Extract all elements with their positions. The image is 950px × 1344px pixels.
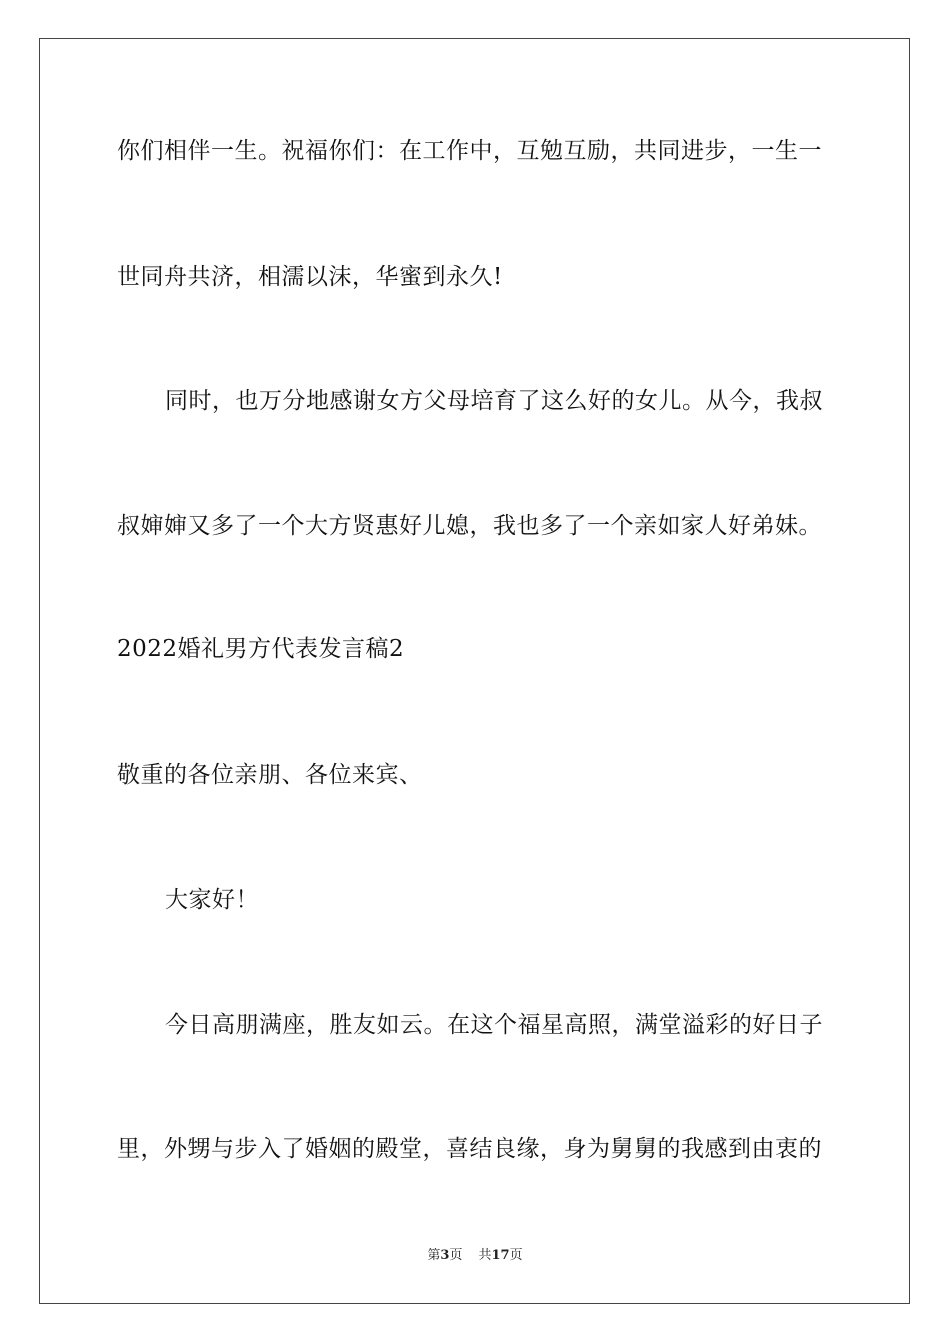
body-line-5: 今日高朋满座，胜友如云。在这个福星高照，满堂溢彩的好日子 [165, 1012, 823, 1038]
body-line-1: 你们相伴一生。祝福你们：在工作中，互勉互励，共同进步，一生一 [117, 138, 822, 164]
section-heading: 2022婚礼男方代表发言稿2 [117, 636, 405, 662]
footer-page-suffix: 页 [449, 1248, 463, 1263]
footer-page-number: 3 [440, 1248, 450, 1263]
body-line-4: 叔婶婶又多了一个大方贤惠好儿媳，我也多了一个亲如家人好弟妹。 [117, 513, 822, 539]
salutation: 敬重的各位亲朋、各位来宾、 [117, 762, 423, 788]
body-line-2: 世同舟共济，相濡以沫，华蜜到永久! [117, 264, 503, 290]
body-line-3: 同时，也万分地感谢女方父母培育了这么好的女儿。从今，我叔 [165, 388, 823, 414]
body-line-6: 里，外甥与步入了婚姻的殿堂，喜结良缘，身为舅舅的我感到由衷的 [117, 1136, 822, 1162]
page-border [39, 38, 910, 1304]
greeting: 大家好！ [165, 887, 259, 913]
footer-total-prefix: 共 [478, 1248, 492, 1263]
footer-total-suffix: 页 [509, 1248, 523, 1263]
footer-page-prefix: 第 [427, 1248, 441, 1263]
footer-total-pages: 17 [491, 1248, 510, 1263]
page-footer [0, 1247, 950, 1265]
